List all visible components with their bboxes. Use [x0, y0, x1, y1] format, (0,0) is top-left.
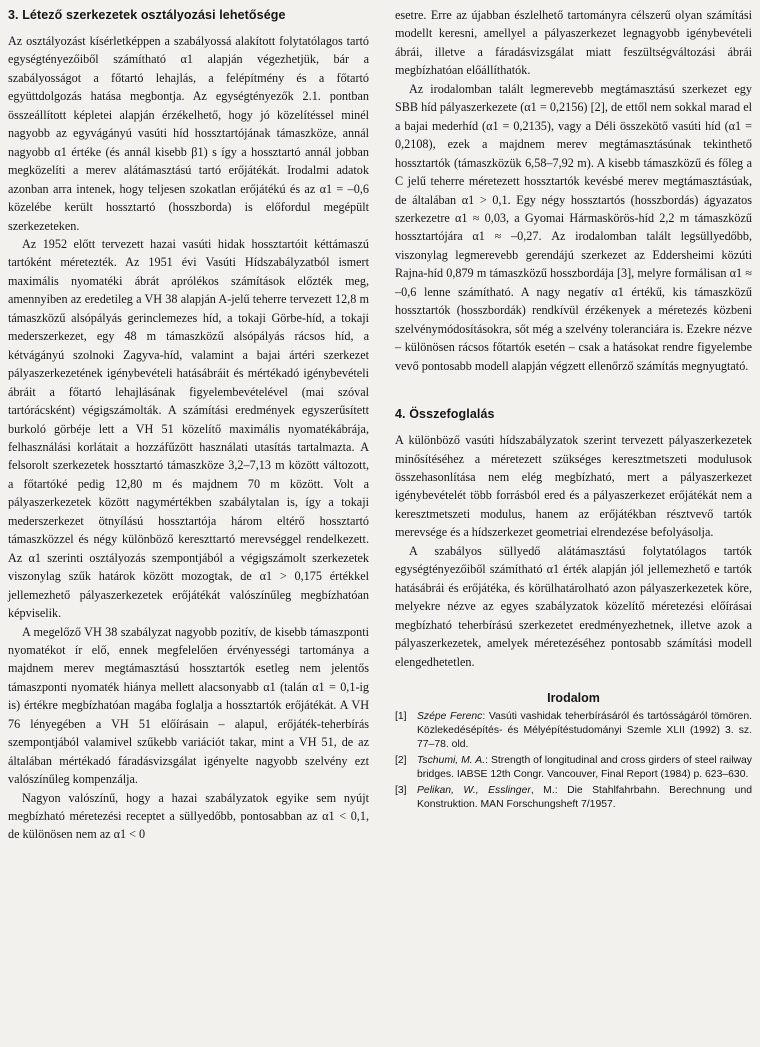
reference-text: : Vasúti vashidak teherbírásáról és tartósságáról tömören. Közlekedésépítés- és Mélyépítéstudományi Szemle XLII (1992) 3. sz. 77–78. old. [417, 710, 752, 750]
paragraph: Az 1952 előtt tervezett hazai vasúti hidak hossztartóit kéttámaszú tartóként méretezték. Az 1951 évi Vasúti Hídszabályzatból ismert maximális nyomatéki ábrát aprólékos számítások előzték meg, amennyiben az eredetileg a VH 38 alapján A-jelű teherre tervezett 12,8 m támaszközű alsópályás gerinclemezes híd, a tokaji Görbe-híd, a tokaji mederszerkezet, egy 48 m támaszközű alsópályás rácsos híd, a kétvágányú szolnoki Zagyva-híd, valamint a bajai ártéri szerkezet pályaszerkezetének igénybevételi hatásábráit és mértékadó igénybevételi ábráit a főtartó lehajlásának figyelembevételével (mai szóval tartórácsként) végigszámolták. A számítási eredmények egyszerűsített burkoló görbéje lett a VH 51 közelítő maximális nyomatékábrája, felhasználási korlátait a hozzáfűzött használati utasítás tartalmazta. A felsorolt szerkezetek hossztartó támaszköze 3,2–7,13 m között változott, a főtartóké pedig 12,80 m és majdnem 70 m között. Volt a pályaszerkezetek között nagymértékben szabálytalan is, így a tokaji mederszerkezet ötnyílású hossztartója három eltérő hossztartó támaszközzel és négy különböző kereszttartó merevséggel rendelkezett. Az α1 szerinti osztályozás szempontjából a végigszámolt szerkezetek viszonylag szűk határok között mozogtak, de α1 > 0,175 értékkel jellemezhető pályaszerkezetek erőjátékát valószínűleg megbízhatóan képviselik. [8, 236, 369, 621]
paragraph: Nagyon valószínű, hogy a hazai szabályzatok egyike sem nyújt megbízható méretezési receptet a süllyedőbb, pontosabban az α1 < 0,1, de különösen nem az α1 < 0 [8, 790, 369, 842]
references-title: Irodalom [547, 690, 600, 705]
reference-number: [2] [395, 754, 407, 766]
reference-author: Pelikan, W., Esslinger [417, 784, 531, 796]
summary-paragraph: A különböző vasúti hídszabályzatok szerint tervezett pályaszerkezetek minősítéséhez a méretezett szükséges keresztmetszeti modulusok összehasonlítása nem elég megbízható, mert a pályaszerkezet igénybevételét több forrásból ered és a pályaszerkezet erőjátékát nem a keresztmetszeti modulus, hanem az erőjátékban résztvevő tartók merevsége és a hídszerkezet geometriai elrendezése befolyásolja. [395, 433, 752, 540]
reference-author: Tschumi, M. A. [417, 754, 486, 766]
reference-number: [3] [395, 784, 407, 796]
references-list [395, 710, 752, 812]
reference-author: Szépe Ferenc [417, 710, 483, 722]
section-4-heading: 4. Összefoglalás [395, 407, 495, 422]
summary-paragraph: A szabályos süllyedő alátámasztású folytatólagos tartók egységtényezőiből számítható α1 érték alapján jól jellemezhető e tartók hatásábrái és erőjátéka, és körülhatárolható azon pályaszerkezetek köre, melyekre nézve az egyes szabályzatok közelítő méretezési előírásai megbízható teherbírású szerkezetet eredményezhetnek, illetve azok a pályaszerkezetek, amelyek méretezéséhez pontosabb számítási modell elengedhetetlen. [395, 543, 752, 669]
paragraph: A megelőző VH 38 szabályzat nagyobb pozitív, de kisebb támaszponti nyomatékot ír elő, ennek megfelelően érvényességi tartománya a majdnem merev megtámasztású hossztartók esetleg nem jelentős támaszponti nyomaték hiánya mellett alacsonyabb α1 (talán α1 = 0,1-ig is) értékre megbízhatóan magába foglalja a hossztartók erőjátékát. A VH 76 lényegében a VH 51 előírásain – alapul, erőjáték-teherbírás szempontjából valamivel szűkebb variációt takar, mint a VH 51, de az általában mértékadó fáradásvizsgálat igényelte nagyobb szelvény ezt valószínűleg kompenzálja. [8, 624, 369, 787]
paragraph: Az irodalomban talált legmerevebb megtámasztású szerkezet egy SBB híd pályaszerkezete (α1 = 0,2156) [2], de ettől nem sokkal marad el a bajai mederhíd (α1 = 0,2135), vagy a Déli összekötő vasúti híd (α1 = 0,2108), ezek a majdnem merev megtámasztásúnak tekinthető hossztartók (támaszközük 6,58–7,92 m). A kisebb támaszközű és főleg a C jelű teherre méretezett hossztartók kevésbé merev megtámasztásúak, de általában α1 > 0,1. Egy négy hossztartós (hosszbordás) ágyazatos szerkezetre α1 ≈ 0,03, a Gyomai Hármaskörös-híd 2,2 m támaszközű hossztartójára α1 ≈ –0,27. Az irodalomban talált legsüllyedőbb, viszonylag legmerevebb gerendájú szerkezet az Eddersheimi közúti Rajna-híd 0,879 m támaszközű hosszbordája [3], melyre formálisan α1 ≈ –0,6 lenne számítható. A nagy negatív α1 értékű, kis támaszközű hossztartók (hosszbordák) rendkívül érzékenyek a méretezés közbeni szelvénymódosításokra, sőt még a szelvény toleranciára is. Ezekre nézve – különösen rácsos főtartók esetén – csak a hatásokat rendre figyelembe vevő pontosabb modell alapján végzett ellenőrző számítás megnyugtató. [395, 81, 752, 373]
reference-item [395, 754, 752, 782]
reference-text: , M.: Die Stahlfahrbahn. Berechnung und Konstruktion. MAN Forschungsheft 7/1957. [417, 784, 753, 810]
paragraph: esetre. Erre az újabban észlelhető tartományra célszerű olyan számítási modellt keresni, amellyel a pályaszerkezet legnagyobb igénybevételi ábrái, illetve a fáradásvizsgálat miatt feszültségváltozási ábrái megbízhatóan előállíthatók. [395, 8, 752, 78]
reference-item [395, 784, 752, 812]
reference-number: [1] [395, 710, 407, 722]
reference-item [395, 710, 752, 752]
left-column [8, 6, 369, 1047]
section-3-heading: 3. Létező szerkezetek osztályozási lehetősége [8, 8, 286, 22]
reference-text: : Strength of longitudinal and cross girders of steel railway bridges. IABSE 12th Congr. Vancouver, Final Report (1984) p. 623–630. [417, 754, 752, 780]
right-column [395, 6, 752, 1047]
paragraph: Az osztályozást kísérletképpen a szabályossá alakított folytatólagos tartó egységtényezőiből számítható α1 alapján végezhetjük, bár a szabályosságot a főtartó lehajlás, a felépítmény és a főtartó együttdolgozás hatása megbontja. Az egységtényezők 2.1. pontban összeállított képletei alapján érzékelhető, hogy jó közelítéssel minél nagyobb az egyvágányú vasúti híd hossztartójának támaszköze, annál nagyobb α1 értéke (és annál kisebb β1) s így a hossztartó annál jobban megközelíti a merev alátámasztású tartó erőjátékát. Irodalmi adatok azonban arra intenek, hogy teljesen szokatlan erőjátékú és az α1 = –0,6 közelébe került hossztartó (hosszborda) is előfordul megépült szerkezeteken. [8, 34, 369, 233]
